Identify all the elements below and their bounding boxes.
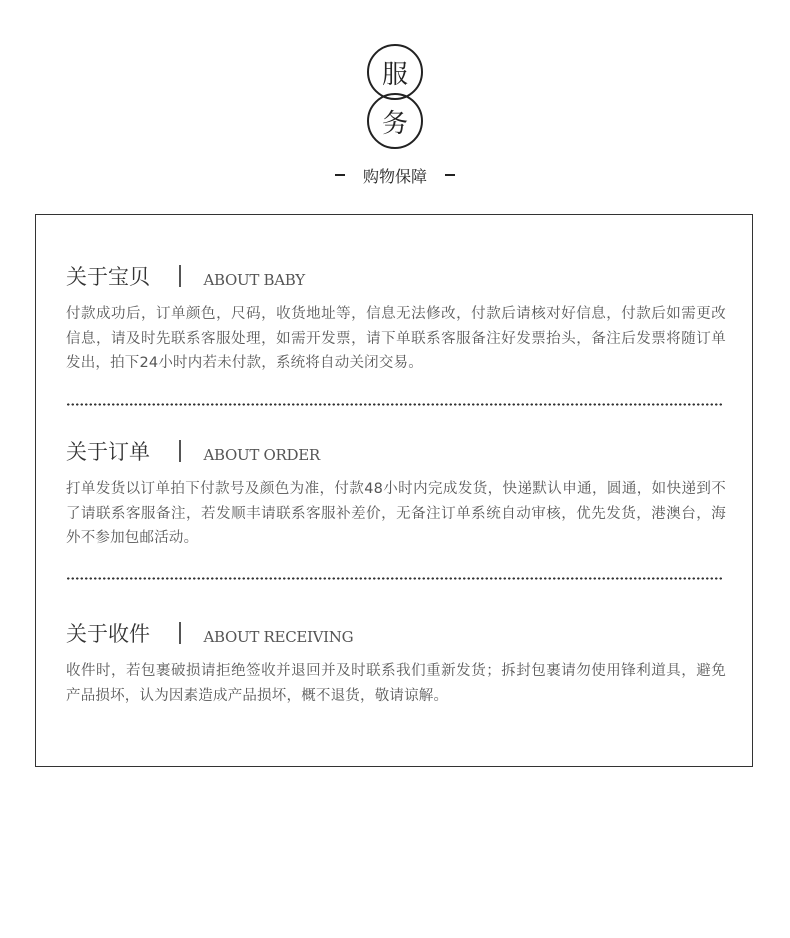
section-about-receiving [66, 617, 726, 708]
section-about-baby [66, 260, 726, 376]
section-heading [66, 435, 726, 465]
section-heading [66, 260, 726, 290]
subtitle-row [0, 163, 790, 187]
subtitle-left-dash [335, 174, 345, 176]
section-body-text: 打单发货以订单拍下付款号及颜色为准，付款48小时内完成发货，快递默认申通，圆通，如快递到不了请联系客服备注，若发顺丰请联系客服补差价，无备注订单系统自动审核，优先发货，港澳台，海外不参加包邮活动。 [66, 481, 726, 546]
section-title-en: ABOUT BABY [203, 271, 305, 289]
section-heading [66, 617, 726, 647]
section-title-cn: 关于收件 [66, 622, 150, 646]
section-title-en: ABOUT ORDER [203, 446, 320, 464]
section-title-cn: 关于订单 [66, 440, 150, 464]
section-body-text: 收件时，若包裹破损请拒绝签收并退回并及时联系我们重新发货；拆封包裹请勿使用锋利道具，避免产品损坏，认为因素造成产品损坏，概不退货，敬请谅解。 [66, 663, 726, 704]
service-char-wu: 务 [381, 108, 408, 139]
section-about-order [66, 435, 726, 551]
dotted-divider [66, 403, 722, 406]
heading-divider [179, 265, 181, 287]
heading-divider [179, 440, 181, 462]
subtitle-right-dash [445, 174, 455, 176]
section-title-cn: 关于宝贝 [66, 265, 150, 289]
service-char-fu: 服 [381, 59, 408, 90]
dotted-divider [66, 577, 722, 580]
section-body-text: 付款成功后，订单颜色，尺码，收货地址等，信息无法修改，付款后请核对好信息，付款后如需更改信息，请及时先联系客服处理，如需开发票，请下单联系客服备注好发票抬头，备注后发票将随订单发出，拍下24小时内若未付款，系统将自动关闭交易。 [66, 306, 726, 371]
subtitle-text: 购物保障 [362, 166, 427, 186]
section-title-en: ABOUT RECEIVING [203, 628, 354, 646]
service-circle-top [367, 44, 423, 100]
heading-divider [179, 622, 181, 644]
service-circle-bottom [367, 93, 423, 149]
